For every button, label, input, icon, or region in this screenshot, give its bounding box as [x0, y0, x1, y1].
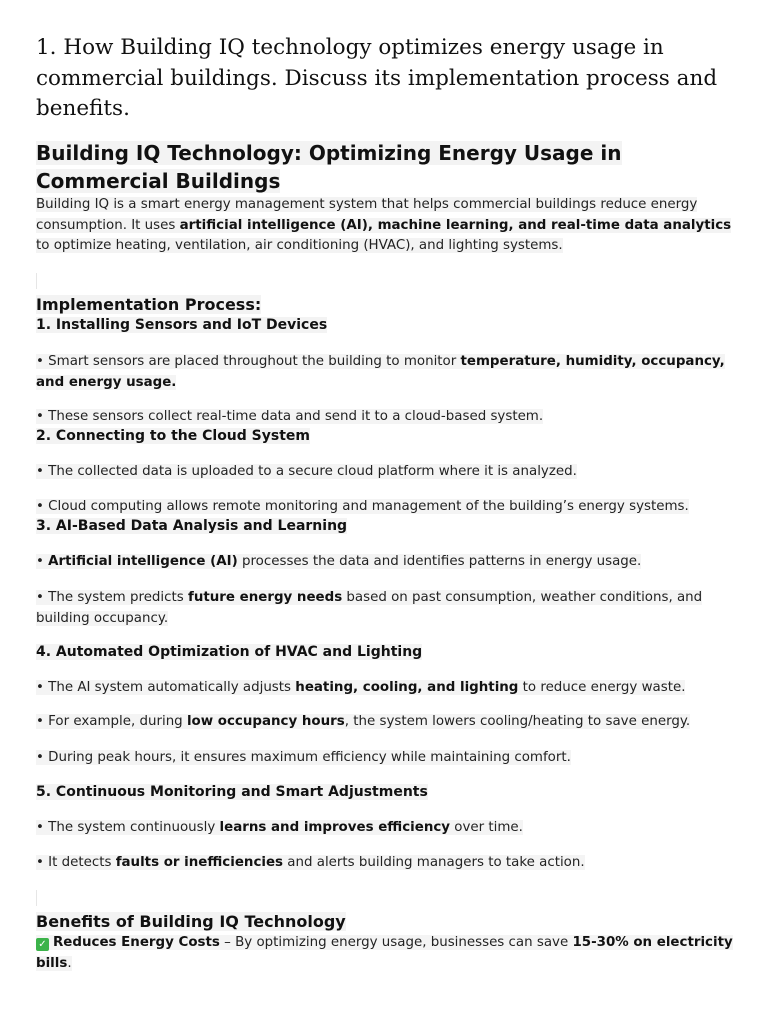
- step-1-bullet-1: • Smart sensors are placed throughout the building to monitor temperature, humidity, occupancy, and energy usage.: [36, 354, 725, 390]
- question-heading: 1. How Building IQ technology optimizes energy usage in commercial buildings. Discuss its implementation process and benefits.: [36, 35, 718, 121]
- intro-paragraph: Building IQ is a smart energy management system that helps commercial buildings reduce energy consumption. It uses artificial intelligence (AI), machine learning, and real-time data analytics to optimize heating, ventilation, air conditioning (HVAC), and lighting systems.: [36, 197, 732, 253]
- step-1-bullet-2: • These sensors collect real-time data and send it to a cloud-based system.: [36, 409, 544, 424]
- step-3-bullet-2: • The system predicts future energy needs based on past consumption, weather conditions, and building occupancy.: [36, 590, 703, 626]
- step-2-bullet-2: • Cloud computing allows remote monitoring and management of the building’s energy systems.: [36, 499, 689, 514]
- implementation-heading: Implementation Process:: [36, 295, 262, 314]
- step-3-bullet-1: • Artificial intelligence (AI) processes the data and identifies patterns in energy usage.: [36, 554, 642, 569]
- section-divider: [36, 273, 37, 289]
- step-4-heading: 4. Automated Optimization of HVAC and Lighting: [36, 644, 423, 660]
- step-2-bullet-1: • The collected data is uploaded to a secure cloud platform where it is analyzed.: [36, 464, 577, 479]
- benefit-reduces-energy-costs: ✓ Reduces Energy Costs – By optimizing energy usage, businesses can save 15-30% on electricity bills.: [36, 935, 733, 971]
- document-title: Building IQ Technology: Optimizing Energy Usage in Commercial Buildings: [36, 141, 622, 193]
- section-divider: [36, 890, 37, 906]
- step-1-heading: 1. Installing Sensors and IoT Devices: [36, 317, 328, 333]
- step-2-heading: 2. Connecting to the Cloud System: [36, 428, 310, 444]
- step-3-heading: 3. AI-Based Data Analysis and Learning: [36, 518, 348, 534]
- check-mark-icon: ✓: [36, 938, 49, 951]
- benefits-heading: Benefits of Building IQ Technology: [36, 912, 346, 931]
- step-5-heading: 5. Continuous Monitoring and Smart Adjustments: [36, 784, 428, 800]
- step-4-bullet-3: • During peak hours, it ensures maximum efficiency while maintaining comfort.: [36, 750, 571, 765]
- step-5-bullet-2: • It detects faults or inefficiencies and alerts building managers to take action.: [36, 855, 585, 870]
- step-4-bullet-1: • The AI system automatically adjusts heating, cooling, and lighting to reduce energy waste.: [36, 680, 686, 695]
- step-4-bullet-2: • For example, during low occupancy hours, the system lowers cooling/heating to save energy.: [36, 714, 691, 729]
- step-5-bullet-1: • The system continuously learns and improves efficiency over time.: [36, 820, 523, 835]
